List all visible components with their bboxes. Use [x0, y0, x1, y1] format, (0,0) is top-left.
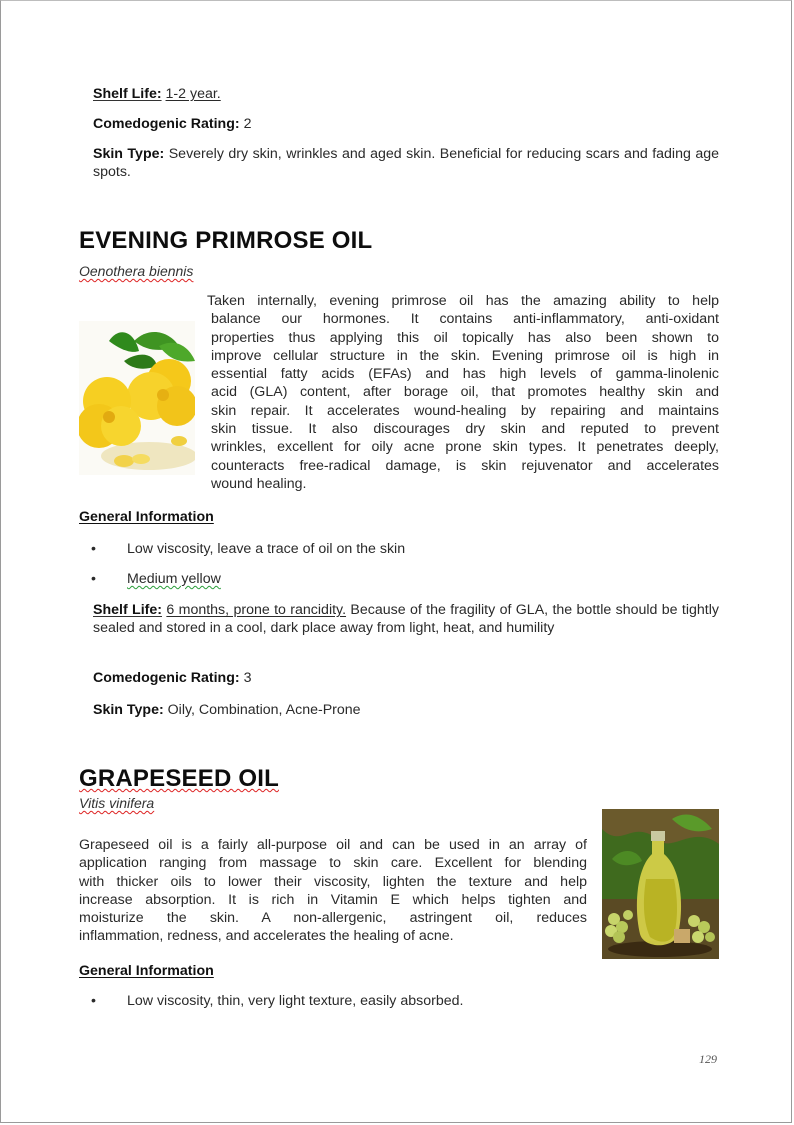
desc-line: skin tissue. It also discourages dry skin and reputed to prevent	[211, 421, 719, 438]
desc-line: with thicker oils to lower their viscosity, lighten the texture and help	[79, 873, 587, 890]
skin-type-line	[93, 701, 361, 719]
bullet-dot: •	[91, 541, 96, 557]
general-info-heading: General Information	[79, 963, 214, 979]
bullet-text: Medium yellow	[127, 571, 221, 587]
bullet-dot: •	[91, 993, 96, 1009]
shelf-life-value: 6 months, prone to rancidity.	[166, 602, 347, 618]
shelf-life-paragraph	[93, 601, 719, 638]
evening-primrose-image	[79, 321, 195, 475]
comedogenic-value: 2	[243, 116, 252, 132]
desc-line: wrinkles, excellent for oily acne prone skin types. It penetrates deeply,	[211, 439, 719, 456]
desc-line: inflammation, redness, and accelerates the healing of acne.	[79, 928, 454, 945]
skin-type-value: Oily, Combination, Acne-Prone	[167, 702, 361, 718]
skin-type-line	[93, 145, 719, 182]
desc-line: increase absorption. It is rich in Vitamin E which helps tighten and	[79, 891, 587, 908]
comedogenic-line	[93, 669, 251, 687]
shelf-life-line	[93, 85, 221, 103]
evening-primrose-description	[207, 292, 719, 493]
skin-type-value: Severely dry skin, wrinkles and aged skin. Beneficial for reducing scars and fading age spots.	[93, 146, 720, 181]
comedogenic-label: Comedogenic Rating:	[93, 670, 240, 686]
desc-line: properties thus applying this oil topically has also been shown to	[211, 329, 719, 346]
skin-type-label: Skin Type:	[93, 146, 165, 162]
desc-line: Grapeseed oil is a fairly all-purpose oil and can be used in an array of	[79, 837, 587, 853]
evening-primrose-title: EVENING PRIMROSE OIL	[79, 227, 373, 254]
shelf-life-label: Shelf Life:	[93, 86, 162, 102]
grapeseed-title-text: GRAPESEED OIL	[79, 765, 279, 792]
shelf-life-label: Shelf Life:	[93, 602, 162, 618]
comedogenic-line	[93, 115, 251, 133]
bullet-item	[79, 541, 405, 557]
bullet-text: Low viscosity, thin, very light texture, easily absorbed.	[127, 993, 464, 1009]
bullet-dot: •	[91, 571, 96, 587]
desc-line: essential fatty acids (EFAs) and has high levels of gamma-linolenic	[211, 366, 719, 383]
desc-line: wound healing.	[211, 475, 307, 492]
comedogenic-label: Comedogenic Rating:	[93, 116, 240, 132]
desc-line: application ranging from massage to skin care. Excellent for blending	[79, 855, 587, 872]
shelf-life-value: 1-2 year.	[165, 86, 221, 102]
bullet-item	[79, 571, 221, 587]
desc-line: Taken internally, evening primrose oil has the amazing ability to help	[207, 293, 719, 309]
grapeseed-title	[79, 765, 279, 793]
desc-line: balance our hormones. It contains anti-inflammatory, anti-oxidant	[211, 311, 719, 328]
grapeseed-oil-image	[602, 809, 719, 959]
skin-type-label: Skin Type:	[93, 702, 164, 718]
page-number: 129	[699, 1052, 717, 1066]
desc-line: skin repair. It accelerates wound-healing by repairing and maintains	[211, 402, 719, 419]
latin-name: Vitis vinifera	[79, 795, 155, 811]
bullet-item	[79, 993, 463, 1009]
desc-line: moisturize the skin. A non-allergenic, astringent oil, reduces	[79, 910, 587, 927]
evening-primrose-latin	[79, 263, 193, 279]
grapeseed-description	[79, 836, 587, 946]
desc-line: acid (GLA) content, after borage oil, that promotes healthy skin and	[211, 384, 719, 401]
grapeseed-latin	[79, 795, 154, 811]
desc-line: improve cellular structure in the skin. Evening primrose oil is high in	[211, 347, 719, 364]
shelf-life-rest: Because of the fragility of GLA, the bottle should be tightly sealed and stored in a cool, dark place away from light, heat, and humility	[93, 602, 719, 637]
bullet-text: Low viscosity, leave a trace of oil on the skin	[127, 541, 406, 557]
comedogenic-value: 3	[243, 670, 252, 686]
desc-line: counteracts free-radical damage, is skin rejuvenator and accelerates	[211, 457, 719, 474]
latin-name: Oenothera biennis	[79, 263, 194, 279]
general-info-heading: General Information	[79, 509, 214, 525]
